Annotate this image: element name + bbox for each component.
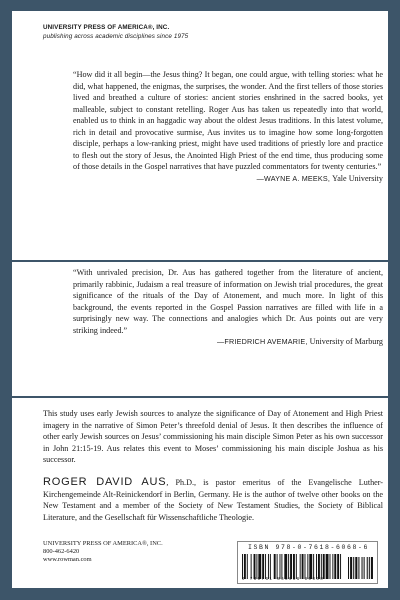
isbn-barcode-box [237,541,378,584]
endorsement-attribution [73,336,383,348]
endorsement-text: “How did it all begin—the Jesus thing? It began, one could argue, with telling stories: what he did, what happened, the enigmas, the surprises, the wonder. And the first tellers of those stories lived and breathed a culture of stories: ancient stories enshrined in the sacred books, yet malleable, subject to constant retelling. Roger Aus has taken us repeatedly into that world, enabled us to think in an haggadic way about the oldest Jesus traditions. In this latest volume, rich in detail and provocative surmise, Aus invites us to imagine how some long-forgotten disciple, perhaps a low-ranking priest, might have used traditions of priestly lore and practice to flesh out the story of Jesus, the Anointed High Priest of the end time, thus producing some of those details in the Gospel narratives that have puzzled commentators for twenty centuries.” [73,70,383,171]
endorser-affiliation: University of Marburg [309,337,383,346]
footer-publisher [43,540,163,565]
endorsement-attribution [73,173,383,185]
barcode-main-digits: 9 780761 860686 [242,578,301,582]
footer-publisher-name: UNIVERSITY PRESS OF AMERICA®, INC. [43,540,163,547]
isbn-label: ISBN 978-0-7618-6068-6 [247,544,369,551]
author-bio-text: , Ph.D., is pastor emeritus of the Evangelische Luther-Kirchengemeinde Alt-Reinickendorf in Berlin, Germany. He is the author of twelve other books on the New Testament and a member of the Society of New Testament Studies, the Society of Biblical Literature, and the Gesellschaft für Wissenschaftliche Theologie. [43,478,383,522]
section-divider [12,396,388,398]
footer-phone: 800-462-6420 [43,548,80,556]
publisher-header [43,24,188,41]
footer-url: www.rowman.com [43,556,92,564]
publisher-name: UNIVERSITY PRESS OF AMERICA®, INC. [43,24,170,31]
barcode-icon [242,554,375,579]
endorsement-meeks [73,69,383,184]
barcode-digits [242,578,375,582]
section-divider [12,260,388,262]
endorser-affiliation: Yale University [332,173,383,183]
author-name: ROGER DAVID AUS [43,476,167,488]
barcode-addon-digits: 90000 [304,578,325,582]
endorsement-text: “With unrivaled precision, Dr. Aus has gathered together from the literature of ancient, primarily rabbinic, Judaism a real treasure of information on Jewish trial procedures, the great significance of the rituals of the Day of Atonement, and much more. In light of this background, the events reported in the Gospel Passion narratives are filled with life in a surprisingly new way. The connections and analogies which Dr. Aus points out are very striking indeed.” [73,268,383,335]
endorser-name: —WAYNE A. MEEKS, [256,173,331,183]
author-bio [43,477,383,523]
endorser-name: —FRIEDRICH AVEMARIE, [217,337,308,346]
endorsement-avemarie [73,267,383,348]
back-cover-panel [12,11,388,588]
book-summary: This study uses early Jewish sources to analyze the significance of Day of Atonement and High Priest imagery in the narrative of Simon Peter’s threefold denial of Jesus. It then describes the influence of other early Jewish sources on Jesus’ commissioning his main disciple Simon Peter as his own successor in John 21:15-19. Aus relates this event to Moses’ commissioning his main disciple Joshua as his successor. [43,409,383,464]
publisher-tagline: publishing across academic disciplines since 1975 [43,32,189,40]
